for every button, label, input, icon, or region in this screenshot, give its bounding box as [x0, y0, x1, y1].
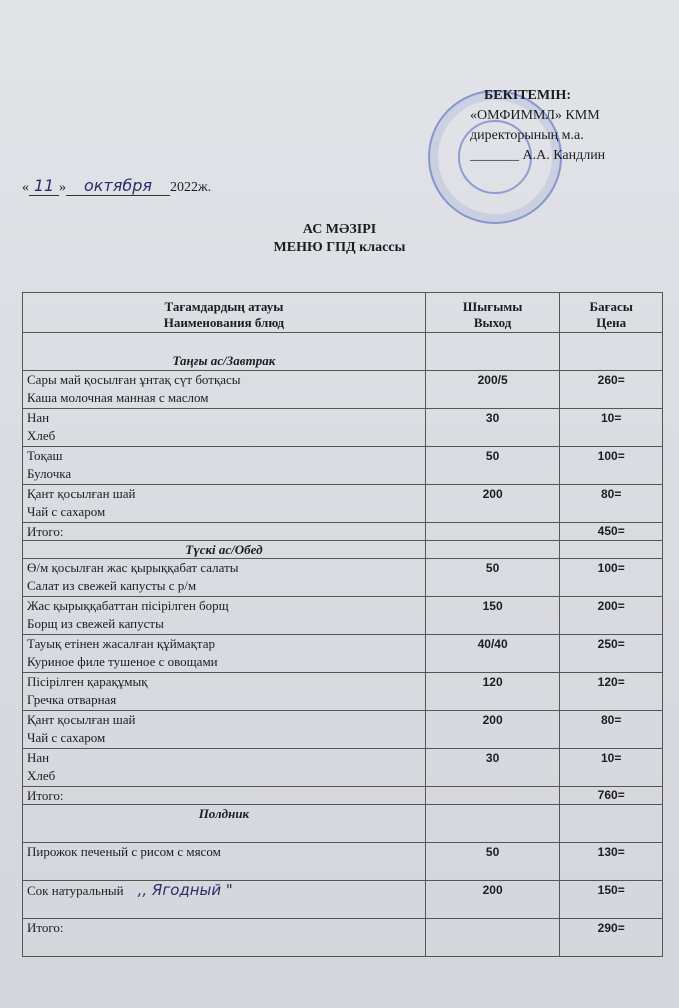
- header-yield-kz: Шығымы: [462, 299, 523, 314]
- item-yield: 40/40: [425, 635, 560, 673]
- total-value-lunch: 760=: [560, 787, 663, 805]
- item-yield: 30: [425, 409, 560, 447]
- total-value-snack: 290=: [560, 919, 663, 957]
- item-name: Пирожок печеный с рисом с мясом: [27, 844, 221, 859]
- header-yield: [425, 293, 560, 333]
- date-close-quote: »: [59, 180, 66, 195]
- item-price: 150=: [560, 881, 663, 919]
- table-row: [23, 673, 663, 711]
- table-row: [23, 843, 663, 881]
- item-yield: 50: [425, 843, 560, 881]
- item-name-kz: Ө/м қосылған жас қырыққабат салаты: [27, 560, 239, 575]
- item-name-ru: Хлеб: [27, 428, 56, 443]
- table-row: [23, 485, 663, 523]
- item-price: 10=: [560, 409, 663, 447]
- item-name-ru: Чай с сахаром: [27, 504, 106, 519]
- item-name-kz: Тауық етінен жасалған құймақтар: [27, 636, 215, 651]
- item-yield: 200/5: [425, 371, 560, 409]
- item-name-ru: Куриное филе тушеное с овощами: [27, 654, 218, 669]
- item-price: 100=: [560, 559, 663, 597]
- table-row: [23, 635, 663, 673]
- item-name-kz: Пісірілген қарақұмық: [27, 674, 148, 689]
- total-row-lunch: [23, 787, 663, 805]
- table-row: [23, 559, 663, 597]
- approval-org: «ОМФИММЛ» КММ: [470, 108, 600, 123]
- total-row-breakfast: [23, 523, 663, 541]
- item-yield: 50: [425, 447, 560, 485]
- approval-heading: БЕКІТЕМІН:: [484, 88, 572, 103]
- table-row: [23, 409, 663, 447]
- item-name-ru: Булочка: [27, 466, 72, 481]
- item-name-ru: Гречка отварная: [27, 692, 117, 707]
- item-yield: 120: [425, 673, 560, 711]
- item-name-kz: Қант қосылған шай: [27, 486, 136, 501]
- item-price: 80=: [560, 485, 663, 523]
- table-row: [23, 711, 663, 749]
- item-name-ru: Чай с сахаром: [27, 730, 106, 745]
- item-name-kz: Сары май қосылған ұнтақ сүт ботқасы: [27, 372, 241, 387]
- item-price: 130=: [560, 843, 663, 881]
- item-name-kz: Нан: [27, 410, 50, 425]
- item-price: 10=: [560, 749, 663, 787]
- table-header-row: [23, 293, 663, 333]
- item-name-kz: Тоқаш: [27, 448, 63, 463]
- date-year: 2022ж.: [170, 180, 212, 195]
- table-row: [23, 447, 663, 485]
- table-row: [23, 749, 663, 787]
- total-label: Итого:: [23, 523, 426, 541]
- item-yield: 200: [425, 711, 560, 749]
- item-yield: 150: [425, 597, 560, 635]
- section-title-lunch: Түскі ас/Обед: [23, 541, 426, 559]
- item-name-kz: Қант қосылған шай: [27, 712, 136, 727]
- item-price: 200=: [560, 597, 663, 635]
- approval-position: директорының м.а.: [470, 128, 584, 143]
- item-name-ru: Каша молочная манная с маслом: [27, 390, 209, 405]
- item-name-ru: Хлеб: [27, 768, 56, 783]
- section-row-lunch: [23, 541, 663, 559]
- header-price-kz: Бағасы: [589, 299, 633, 314]
- menu-title-ru: МЕНЮ ГПД классы: [273, 240, 406, 255]
- item-handwritten-note: ,, Ягодный ": [137, 881, 233, 899]
- item-price: 120=: [560, 673, 663, 711]
- item-yield: 200: [425, 485, 560, 523]
- section-title-snack: Полдник: [23, 805, 426, 843]
- item-name-ru: Салат из свежей капусты с р/м: [27, 578, 197, 593]
- menu-title-kz: АС МӘЗІРІ: [302, 222, 377, 237]
- item-yield: 30: [425, 749, 560, 787]
- item-price: 260=: [560, 371, 663, 409]
- total-label: Итого:: [23, 919, 426, 957]
- approval-block: [470, 86, 605, 166]
- item-name-ru: Борщ из свежей капусты: [27, 616, 164, 631]
- section-title-breakfast: Таңғы ас/Завтрак: [23, 333, 426, 371]
- header-price: [560, 293, 663, 333]
- table-row: [23, 371, 663, 409]
- section-row-snack: [23, 805, 663, 843]
- header-name: [23, 293, 426, 333]
- menu-table: [22, 292, 663, 957]
- approval-signature: _______ А.А. Кандлин: [470, 148, 606, 163]
- total-value-breakfast: 450=: [560, 523, 663, 541]
- item-name: Сок натуральный: [27, 883, 124, 898]
- date-month: октября: [66, 176, 170, 196]
- item-price: 100=: [560, 447, 663, 485]
- item-price: 80=: [560, 711, 663, 749]
- item-yield: 50: [425, 559, 560, 597]
- table-row: [23, 597, 663, 635]
- item-name-kz: Нан: [27, 750, 50, 765]
- header-yield-ru: Выход: [473, 315, 512, 330]
- item-yield: 200: [425, 881, 560, 919]
- total-row-snack: [23, 919, 663, 957]
- header-name-ru: Наименования блюд: [163, 315, 285, 330]
- item-price: 250=: [560, 635, 663, 673]
- document-date: [22, 176, 211, 196]
- header-name-kz: Тағамдардың атауы: [164, 299, 284, 314]
- date-open-quote: «: [22, 180, 29, 195]
- header-price-ru: Цена: [596, 315, 627, 330]
- table-row: [23, 881, 663, 919]
- section-row-breakfast: [23, 333, 663, 371]
- item-name-kz: Жас қырыққабаттан пісірілген борщ: [27, 598, 229, 613]
- total-label: Итого:: [23, 787, 426, 805]
- date-day: 11: [29, 176, 59, 196]
